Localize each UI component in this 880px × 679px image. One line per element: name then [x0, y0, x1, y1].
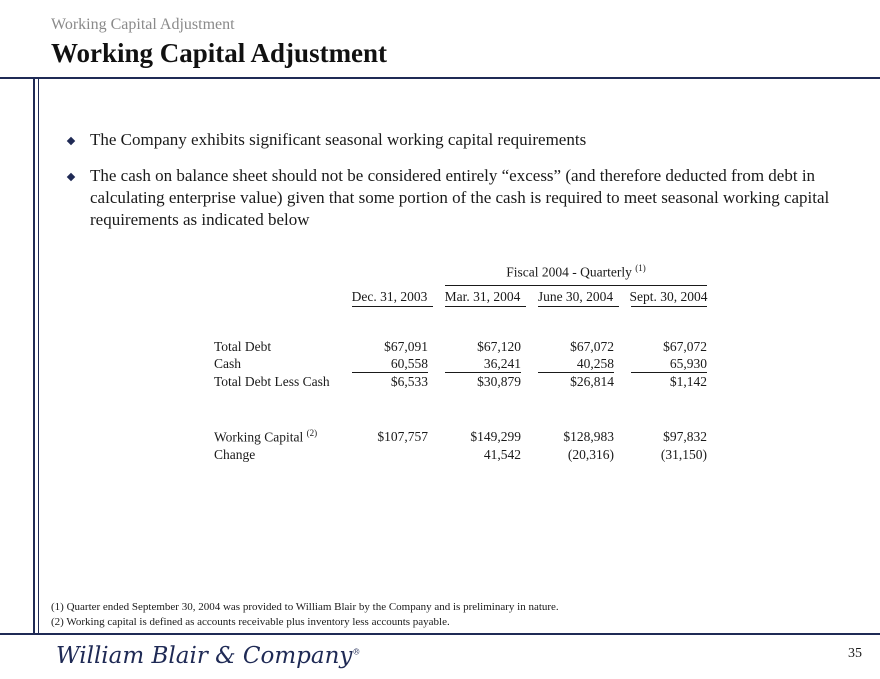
column-header: June 30, 2004: [537, 289, 614, 304]
row-label: Total Debt: [214, 339, 272, 354]
group-header-text: Fiscal 2004 - Quarterly: [506, 264, 632, 280]
column-header-underline: [352, 306, 433, 307]
table-cell: 65,930: [669, 356, 707, 371]
row-label: Change: [214, 447, 256, 462]
group-header-underline: [445, 285, 707, 286]
table-cell: $26,814: [570, 374, 614, 389]
subtotal-rule: [538, 372, 614, 373]
page-title: Working Capital Adjustment: [51, 38, 388, 68]
subtotal-rule: [445, 372, 521, 373]
table-cell: 40,258: [576, 356, 614, 371]
footer-divider: [0, 633, 880, 635]
footnote: (2) Working capital is defined as accounts receivable plus inventory less accounts payable.: [51, 616, 450, 628]
table-cell: $149,299: [470, 429, 521, 444]
table-cell: $1,142: [669, 374, 707, 389]
column-header-underline: [538, 306, 619, 307]
table-cell: $107,757: [377, 429, 428, 444]
row-label-text: Working Capital: [214, 429, 304, 445]
subtotal-rule: [352, 372, 428, 373]
page-number: 35: [848, 646, 862, 661]
table-cell: $97,832: [663, 429, 707, 444]
table-cell: 36,241: [483, 356, 521, 371]
logo-text: William Blair & Company: [56, 643, 353, 669]
table-cell: $67,072: [663, 339, 707, 354]
section-supertitle: Working Capital Adjustment: [51, 16, 235, 33]
row-label-note: (2): [306, 428, 318, 438]
footnotes: [51, 600, 559, 630]
row-label: Total Debt Less Cash: [214, 374, 330, 389]
footnote: (1) Quarter ended September 30, 2004 was provided to William Blair by the Company and is preliminary in nature.: [51, 601, 559, 613]
table-cell: $128,983: [563, 429, 614, 444]
company-logo: [56, 643, 360, 669]
table-cell: (31,150): [660, 447, 707, 462]
table-cell: $67,120: [477, 339, 521, 354]
table-cell: 41,542: [483, 447, 521, 462]
column-header-underline: [445, 306, 526, 307]
table-group-header: [445, 263, 707, 281]
column-header: Mar. 31, 2004: [444, 289, 521, 304]
subtotal-rule: [631, 372, 707, 373]
group-header-note: (1): [635, 263, 646, 273]
table-cell: $6,533: [390, 374, 428, 389]
bullet-text: The cash on balance sheet should not be considered entirely “excess” (and therefore deducted from debt in calculating enterprise value) given that some portion of the cash is required to meet seasonal working capital requirements as indicated below: [90, 166, 830, 229]
column-header: Sept. 30, 2004: [629, 289, 708, 304]
row-label: Cash: [214, 356, 241, 371]
bullet-text: The Company exhibits significant seasonal working capital requirements: [90, 130, 587, 149]
registered-mark: ®: [352, 647, 361, 657]
table-cell: $67,091: [384, 339, 428, 354]
table-cell: $30,879: [477, 374, 521, 389]
column-header-underline: [631, 306, 707, 307]
table-cell: 60,558: [390, 356, 428, 371]
row-label: [214, 428, 317, 446]
column-header: Dec. 31, 2003: [351, 289, 428, 304]
table-cell: $67,072: [570, 339, 614, 354]
table-cell: (20,316): [567, 447, 614, 462]
